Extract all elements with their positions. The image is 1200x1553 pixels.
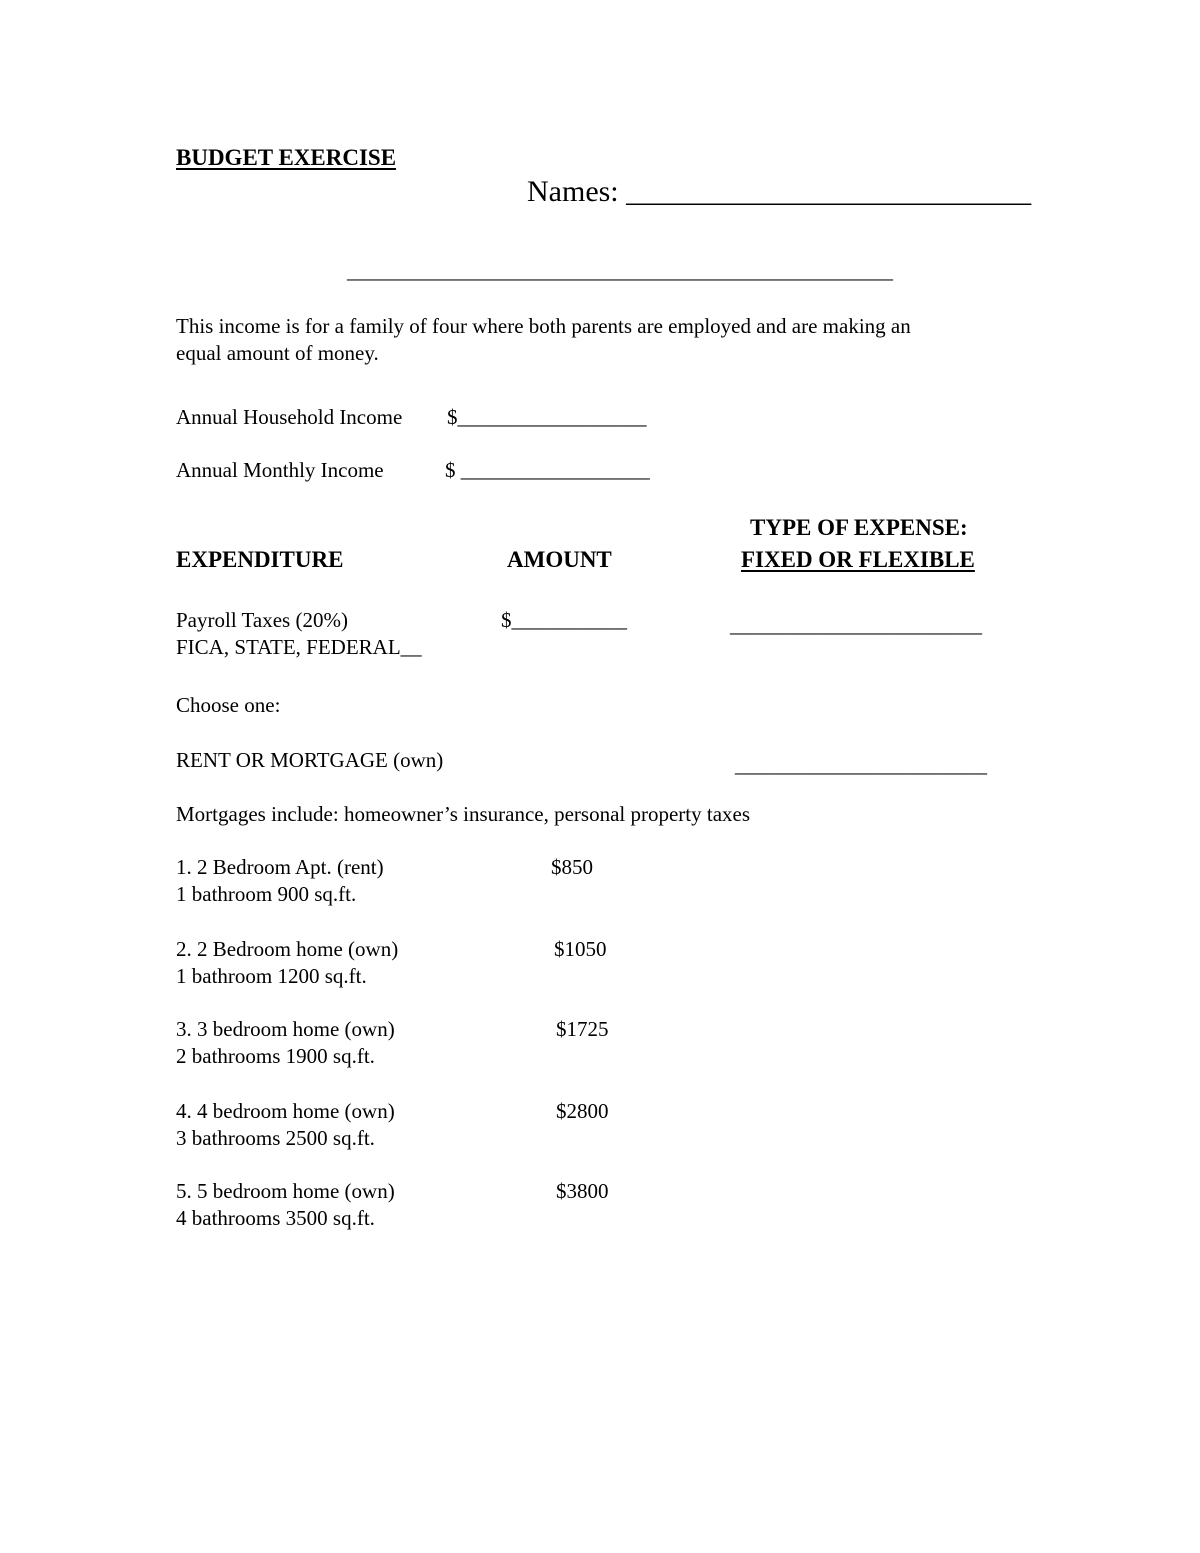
household-income-blank[interactable]: $__________________: [447, 405, 647, 429]
household-income-label: Annual Household Income: [176, 405, 403, 429]
option-1-detail: 1 bathroom 900 sq.ft.: [176, 882, 357, 906]
names-blank[interactable]: ___________________________: [626, 175, 1032, 208]
mortgage-note: Mortgages include: homeowner’s insurance, personal property taxes: [176, 802, 751, 826]
option-4-price: $2800: [556, 1099, 609, 1123]
header-underline: [176, 546, 741, 573]
names-label: Names:: [527, 175, 619, 208]
names-blank-second[interactable]: ____________________________________________________: [347, 259, 893, 283]
type-header-line2: FIXED OR FLEXIBLE: [741, 547, 975, 572]
payroll-taxes-sub: FICA, STATE, FEDERAL__: [176, 635, 422, 659]
option-2-title: 2. 2 Bedroom home (own): [176, 937, 399, 961]
option-5-title: 5. 5 bedroom home (own): [176, 1179, 395, 1203]
option-2-price: $1050: [554, 937, 607, 961]
rent-mortgage-type-blank[interactable]: ________________________: [735, 753, 987, 777]
choose-one-label: Choose one:: [176, 693, 281, 717]
option-2-detail: 1 bathroom 1200 sq.ft.: [176, 964, 367, 988]
names-line: [527, 174, 1031, 210]
expenditure-header: EXPENDITURE: [176, 547, 344, 572]
monthly-income-blank[interactable]: $ __________________: [445, 458, 650, 482]
payroll-type-blank[interactable]: ________________________: [730, 613, 982, 637]
option-3-price: $1725: [556, 1017, 609, 1041]
option-1-price: $850: [551, 855, 593, 879]
rent-mortgage-label: RENT OR MORTGAGE (own): [176, 748, 444, 772]
payroll-amount-blank[interactable]: $___________: [501, 608, 627, 632]
page-title: BUDGET EXERCISE: [176, 145, 397, 170]
option-5-price: $3800: [556, 1179, 609, 1203]
monthly-income-label: Annual Monthly Income: [176, 458, 384, 482]
option-3-title: 3. 3 bedroom home (own): [176, 1017, 395, 1041]
type-header-line1: TYPE OF EXPENSE:: [750, 515, 968, 540]
intro-text-line2: equal amount of money.: [176, 341, 379, 365]
intro-text-line1: This income is for a family of four where both parents are employed and are making an: [176, 314, 911, 338]
option-1-title: 1. 2 Bedroom Apt. (rent): [176, 855, 384, 879]
payroll-taxes-label: Payroll Taxes (20%): [176, 608, 348, 632]
option-3-detail: 2 bathrooms 1900 sq.ft.: [176, 1044, 375, 1068]
option-4-title: 4. 4 bedroom home (own): [176, 1099, 395, 1123]
option-5-detail: 4 bathrooms 3500 sq.ft.: [176, 1206, 375, 1230]
option-4-detail: 3 bathrooms 2500 sq.ft.: [176, 1126, 375, 1150]
amount-header: AMOUNT: [507, 547, 612, 572]
